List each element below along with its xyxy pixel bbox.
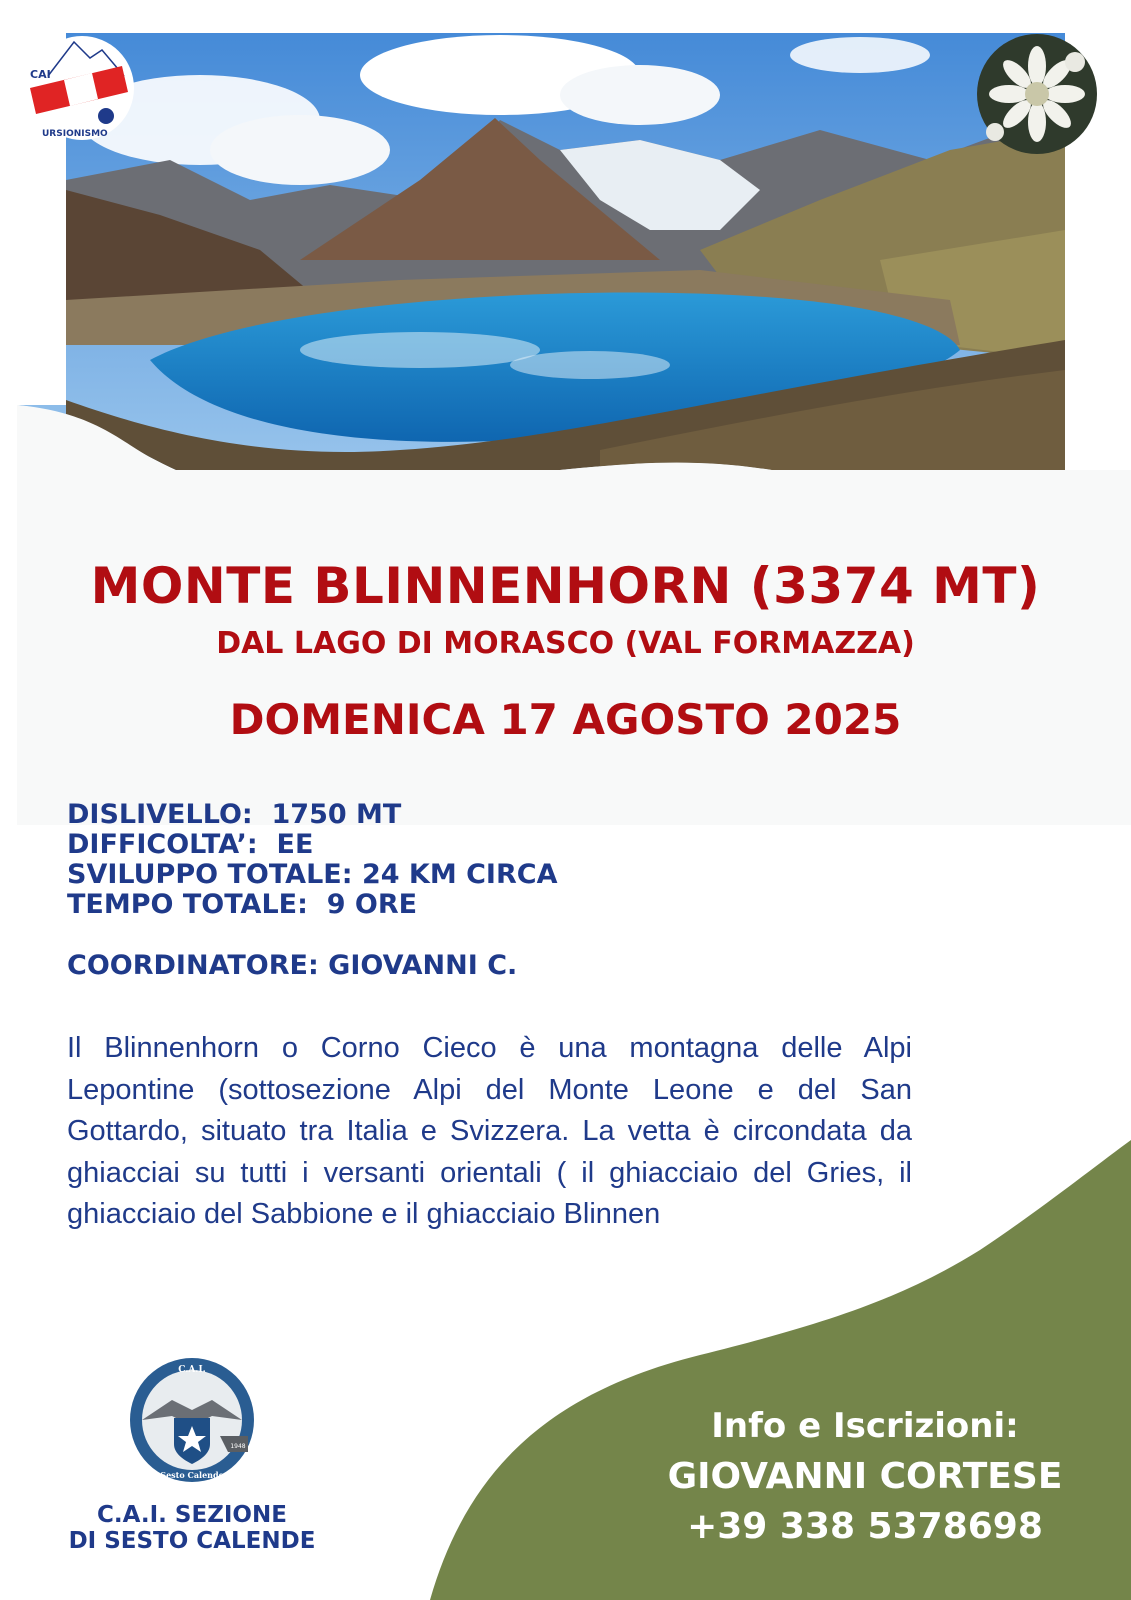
info-title: Info e Iscrizioni: (711, 1406, 1019, 1446)
event-date: DOMENICA 17 AGOSTO 2025 (229, 695, 902, 744)
cai-eagle-logo (128, 1356, 256, 1484)
trip-specs (67, 800, 767, 920)
description: Il Blinnenhorn o Corno Cieco è una montagna delle Alpi Lepontine (sottosezione Alpi del Monte Leone e del San Gottardo, situato tra Italia e Svizzera. La vetta è circondata da ghiacciai su tutti i versanti orientali ( il ghiacciaio del Gries, il ghiacciaio del Sabbione e il ghiacciaio Blinnen (67, 1032, 912, 1230)
cai-logo-bottom-text: Sesto Calende (160, 1470, 224, 1480)
spec-difficolta: DIFFICOLTA’: EE (67, 829, 314, 860)
escursionismo-logo-text: URSIONISMO (42, 129, 108, 139)
section-line-1: C.A.I. SEZIONE (97, 1502, 287, 1528)
page-title: MONTE BLINNENHORN (3374 MT) (90, 557, 1041, 615)
spec-dislivello: DISLIVELLO: 1750 MT (67, 799, 402, 830)
spec-tempo: TEMPO TOTALE: 9 ORE (67, 889, 418, 920)
edelweiss-flower (975, 32, 1099, 156)
section-line-2: DI SESTO CALENDE (68, 1528, 316, 1554)
section-name (40, 1502, 344, 1554)
escursionismo-logo-cai: CAI (30, 68, 51, 81)
page-subtitle: DAL LAGO DI MORASCO (VAL FORMAZZA) (216, 626, 915, 661)
info-contact-name: GIOVANNI CORTESE (667, 1456, 1063, 1497)
info-phone[interactable]: +39 338 5378698 (687, 1506, 1043, 1547)
info-block (660, 1400, 1070, 1552)
spec-sviluppo: SVILUPPO TOTALE: 24 KM CIRCA (67, 859, 558, 890)
coordinator: COORDINATORE: GIOVANNI C. (67, 950, 518, 981)
cai-logo-year: 1948 (230, 1443, 246, 1450)
cai-logo-top-text: C.A.I. (178, 1365, 206, 1375)
escursionismo-logo (28, 32, 136, 144)
